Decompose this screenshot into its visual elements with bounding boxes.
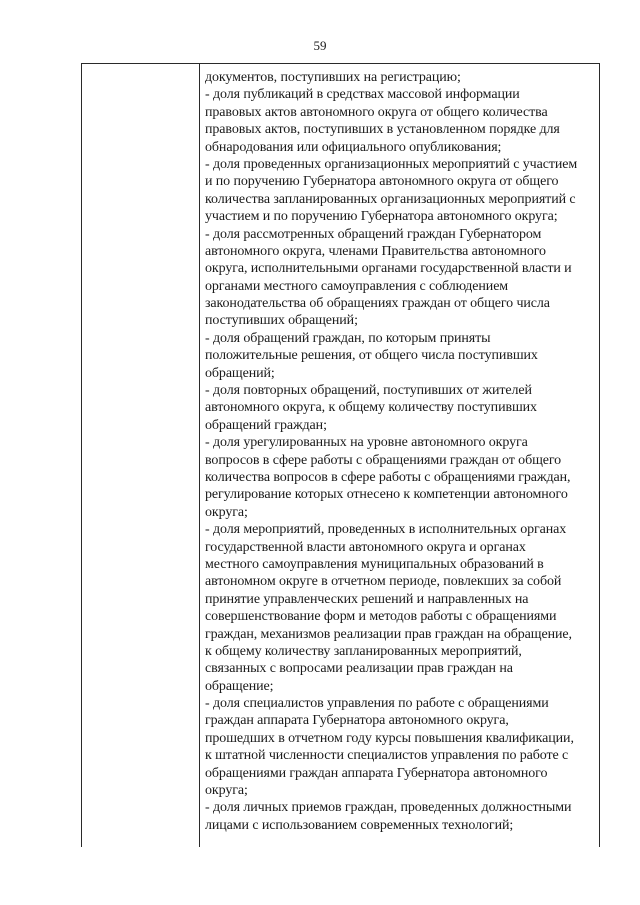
- text-line: граждан аппарата Губернатора автономного округа,: [205, 713, 509, 729]
- text-line: - доля урегулированных на уровне автономного округа: [205, 435, 528, 451]
- text-line: правовых актов автономного округа от общего количества: [205, 104, 548, 120]
- text-line: автономном округе в отчетном периоде, повлекших за собой: [205, 574, 562, 590]
- text-line: - доля личных приемов граждан, проведенных должностными: [205, 800, 572, 816]
- text-line: к общему количеству запланированных мероприятий,: [205, 643, 522, 659]
- text-line: участием и по поручению Губернатора автономного округа;: [205, 209, 558, 225]
- text-line: обращений;: [205, 365, 275, 381]
- indicator-text-block: [205, 69, 599, 834]
- text-line: обращение;: [205, 678, 274, 694]
- page-number: 59: [313, 38, 327, 53]
- text-line: связанных с вопросами реализации прав граждан на: [205, 661, 513, 677]
- text-line: регулирование которых отнесено к компетенции автономного: [205, 487, 568, 503]
- table-left-column: [82, 64, 200, 847]
- text-line: - доля рассмотренных обращений граждан Губернатором: [205, 226, 542, 242]
- text-line: обращений граждан;: [205, 417, 327, 433]
- text-line: количества запланированных организационных мероприятий с: [205, 191, 576, 207]
- text-line: округа;: [205, 783, 248, 799]
- text-line: местного самоуправления муниципальных образований в: [205, 556, 544, 572]
- text-line: обнародования или официального опубликования;: [205, 139, 502, 155]
- text-line: - доля повторных обращений, поступивших от жителей: [205, 383, 532, 399]
- table-right-column: [200, 64, 599, 847]
- text-line: - доля проведенных организационных мероприятий с участием: [205, 156, 578, 172]
- text-line: - доля обращений граждан, по которым приняты: [205, 330, 491, 346]
- text-line: к штатной численности специалистов управления по работе с: [205, 748, 569, 764]
- text-line: количества вопросов в сфере работы с обращениями граждан,: [205, 469, 571, 485]
- text-line: автономного округа, членами Правительства автономного: [205, 243, 546, 259]
- text-line: округа;: [205, 504, 248, 520]
- text-line: и по поручению Губернатора автономного округа от общего: [205, 174, 559, 190]
- text-line: законодательства об обращениях граждан от общего числа: [205, 296, 550, 312]
- text-line: поступивших обращений;: [205, 313, 358, 329]
- text-line: автономного округа, к общему количеству поступивших: [205, 400, 537, 416]
- text-line: принятие управленческих решений и направленных на: [205, 591, 529, 607]
- text-line: - доля мероприятий, проведенных в исполнительных органах: [205, 522, 567, 538]
- text-line: правовых актов, поступивших в установленном порядке для: [205, 122, 560, 138]
- text-line: совершенствование форм и методов работы с обращениями: [205, 609, 557, 625]
- text-line: округа, исполнительными органами государственной власти и: [205, 261, 572, 277]
- text-line: вопросов в сфере работы с обращениями граждан от общего: [205, 452, 562, 468]
- document-table: [81, 63, 600, 847]
- text-line: граждан, механизмов реализации прав граждан на обращение,: [205, 626, 572, 642]
- text-line: - доля специалистов управления по работе с обращениями: [205, 696, 549, 712]
- text-line: положительные решения, от общего числа поступивших: [205, 348, 538, 364]
- text-line: государственной власти автономного округа и органах: [205, 539, 526, 555]
- text-line: - доля публикаций в средствах массовой информации: [205, 87, 520, 103]
- text-line: лицами с использованием современных технологий;: [205, 817, 514, 833]
- text-line: прошедших в отчетном году курсы повышения квалификации,: [205, 730, 574, 746]
- text-line: обращениями граждан аппарата Губернатора автономного: [205, 765, 548, 781]
- text-line: органами местного самоуправления с соблюдением: [205, 278, 509, 294]
- text-line: документов, поступивших на регистрацию;: [205, 70, 461, 85]
